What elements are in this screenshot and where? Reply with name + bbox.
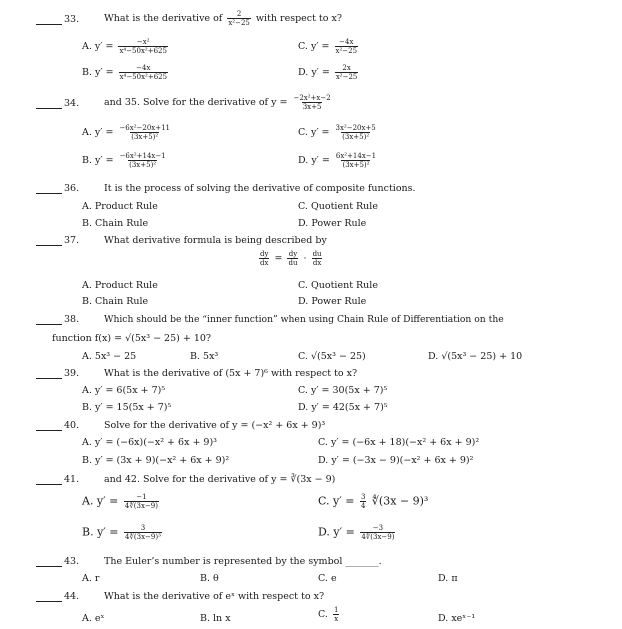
- option-a[interactable]: A. eˣ: [82, 613, 105, 624]
- fraction: [124, 493, 159, 510]
- denominator: x⁴−50x²+625: [119, 73, 168, 81]
- option-a[interactable]: [82, 124, 173, 141]
- answer-blank[interactable]: [36, 324, 62, 325]
- question-stem-continued: function f(x) = √(5x³ − 25) + 10?: [52, 333, 212, 344]
- stem-prefix: and 35. Solve for the derivative of y =: [104, 97, 288, 108]
- option-label: A. y′ =: [82, 127, 114, 138]
- fraction: [335, 64, 359, 81]
- question-stem: [104, 94, 334, 111]
- option-d[interactable]: D. √(5x³ − 25) + 10: [428, 351, 523, 362]
- fraction: [335, 152, 377, 169]
- option-d[interactable]: D. Power Rule: [298, 296, 367, 307]
- question-stem: It is the process of solving the derivative of composite functions.: [104, 183, 416, 194]
- stem-suffix: with respect to x?: [255, 13, 342, 24]
- option-a[interactable]: A. Product Rule: [82, 280, 158, 291]
- question-number: 38.: [64, 314, 80, 325]
- question-number: 41.: [64, 474, 80, 485]
- option-d[interactable]: D. π: [438, 573, 458, 584]
- question-number: 44.: [64, 591, 80, 602]
- radical-expression: ∜(3x − 9)³: [371, 494, 429, 508]
- option-b[interactable]: [82, 152, 169, 169]
- dot-operator: ·: [303, 253, 307, 264]
- answer-blank[interactable]: [36, 378, 62, 379]
- question-stem: What derivative formula is being described by: [104, 235, 327, 246]
- fraction: [335, 124, 377, 141]
- answer-blank[interactable]: [36, 108, 62, 109]
- option-label: A. y′ =: [82, 494, 119, 508]
- option-c[interactable]: [298, 38, 360, 55]
- option-label: C.: [318, 609, 328, 620]
- fraction: [360, 524, 395, 541]
- denominator: x⁴−50x²+625: [119, 47, 167, 55]
- denominator: x²−25: [335, 47, 358, 55]
- option-c[interactable]: C. √(5x³ − 25): [298, 351, 366, 362]
- option-label: B. y′ =: [82, 525, 119, 539]
- question-number: 43.: [64, 556, 80, 567]
- option-b[interactable]: [82, 64, 170, 81]
- question-stem: What is the derivative of eˣ with respect to x?: [104, 591, 325, 602]
- option-label: D. y′ =: [318, 525, 355, 539]
- denominator: 4∜(3x−9): [361, 533, 395, 541]
- stem-prefix: What is the derivative of: [104, 13, 223, 24]
- fraction: [360, 493, 366, 510]
- option-c[interactable]: C. y′ = 30(5x + 7)⁵: [298, 385, 388, 396]
- denominator: x²−25: [228, 19, 250, 27]
- numerator: −6x²+14x−1: [119, 152, 166, 160]
- option-b[interactable]: B. y′ = 15(5x + 7)⁵: [82, 402, 172, 413]
- numerator: dy: [260, 250, 269, 258]
- question-stem: Solve for the derivative of y = (−x² + 6x + 9)³: [104, 420, 326, 431]
- option-label: D. y′ =: [298, 67, 330, 78]
- fraction: [119, 64, 169, 81]
- answer-blank[interactable]: [36, 566, 62, 567]
- equals-sign: =: [274, 253, 283, 264]
- fraction: [292, 94, 331, 111]
- fraction: [124, 524, 162, 541]
- numerator: dy: [288, 250, 298, 258]
- option-d[interactable]: D. xeˣ⁻¹: [438, 613, 476, 624]
- option-b[interactable]: B. Chain Rule: [82, 218, 149, 229]
- numerator: −1: [136, 493, 147, 501]
- option-b[interactable]: B. y′ = (3x + 9)(−x² + 6x + 9)²: [82, 455, 230, 466]
- answer-blank[interactable]: [36, 193, 62, 194]
- denominator: x²−25: [335, 73, 358, 81]
- answer-blank[interactable]: [36, 601, 62, 602]
- numerator: 3: [360, 493, 366, 501]
- option-a[interactable]: [82, 38, 170, 55]
- fraction: [119, 152, 167, 169]
- option-d[interactable]: D. y′ = (−3x − 9)(−x² + 6x + 9)²: [318, 455, 474, 466]
- option-d[interactable]: [298, 152, 379, 169]
- answer-blank[interactable]: [36, 245, 62, 246]
- option-c[interactable]: [298, 124, 379, 141]
- option-c[interactable]: C. e: [318, 573, 337, 584]
- question-number: 40.: [64, 420, 80, 431]
- question-stem: The Euler’s number is represented by the symbol _______.: [104, 556, 382, 567]
- option-d[interactable]: [298, 64, 360, 81]
- option-b[interactable]: B. 5x³: [190, 351, 219, 362]
- question-stem: Which should be the “inner function” when using Chain Rule of Differentiation on the: [104, 314, 504, 325]
- question-number: 33.: [64, 14, 80, 25]
- denominator: dx: [260, 259, 269, 267]
- fraction: [259, 250, 269, 267]
- question-stem: [104, 10, 342, 27]
- option-d[interactable]: [318, 524, 397, 541]
- question-number: 37.: [64, 235, 80, 246]
- option-d[interactable]: D. Power Rule: [298, 218, 367, 229]
- numerator: 6x²+14x−1: [335, 152, 377, 160]
- question-stem: and 42. Solve for the derivative of y = ∛(3x − 9): [104, 474, 336, 485]
- chain-rule-formula: [257, 250, 325, 267]
- answer-blank[interactable]: [36, 484, 62, 485]
- option-c[interactable]: [318, 493, 428, 510]
- denominator: (3x+5)²: [129, 161, 157, 169]
- option-label: C. y′ =: [298, 127, 330, 138]
- fraction: [287, 250, 298, 267]
- denominator: du: [288, 259, 298, 267]
- denominator: 4: [360, 502, 366, 510]
- denominator: (3x+5)²: [342, 161, 370, 169]
- numerator: 2x: [342, 64, 351, 72]
- option-c[interactable]: C. Quotient Rule: [298, 280, 378, 291]
- numerator: 2: [236, 10, 242, 18]
- fraction: [118, 38, 168, 55]
- option-c[interactable]: C. y′ = (−6x + 18)(−x² + 6x + 9)²: [318, 437, 480, 448]
- option-a[interactable]: [82, 493, 161, 510]
- denominator: x: [334, 615, 339, 623]
- denominator: (3x+5)²: [342, 133, 370, 141]
- fraction: [335, 38, 359, 55]
- numerator: 1: [333, 606, 339, 614]
- option-a[interactable]: A. 5x³ − 25: [82, 351, 137, 362]
- option-label: B. y′ =: [82, 67, 114, 78]
- denominator: (3x+5)²: [131, 133, 159, 141]
- numerator: −2x²+x−2: [293, 94, 331, 102]
- question-number: 34.: [64, 98, 80, 109]
- option-b[interactable]: B. ln x: [200, 613, 231, 624]
- denominator: 3x+5: [302, 103, 322, 111]
- fraction: [312, 250, 323, 267]
- numerator: −6x²−20x+11: [119, 124, 171, 132]
- numerator: 3x²−20x+5: [335, 124, 376, 132]
- numerator: −3: [372, 524, 384, 532]
- option-label: C. y′ =: [298, 41, 330, 52]
- option-b[interactable]: B. θ: [200, 573, 219, 584]
- option-label: A. y′ =: [82, 41, 114, 52]
- option-a[interactable]: A. y′ = 6(5x + 7)⁵: [82, 385, 166, 396]
- option-b[interactable]: B. Chain Rule: [82, 296, 149, 307]
- answer-blank[interactable]: [36, 430, 62, 431]
- answer-blank[interactable]: [36, 24, 62, 25]
- option-c[interactable]: C. Quotient Rule: [298, 201, 378, 212]
- question-number: 39.: [64, 368, 80, 379]
- option-a[interactable]: A. y′ = (−6x)(−x² + 6x + 9)³: [82, 437, 217, 448]
- question-stem: What is the derivative of (5x + 7)⁶ with respect to x?: [104, 368, 358, 379]
- numerator: −4x: [339, 38, 354, 46]
- denominator: 4∜(3x−9): [124, 502, 158, 510]
- option-a[interactable]: A. Product Rule: [82, 201, 158, 212]
- fraction: [118, 124, 171, 141]
- option-label: D. y′ =: [298, 155, 330, 166]
- question-number: 36.: [64, 183, 80, 194]
- fraction: [227, 10, 251, 27]
- fraction: [333, 606, 339, 623]
- option-label: B. y′ =: [82, 155, 114, 166]
- numerator: du: [312, 250, 322, 258]
- option-d[interactable]: D. y′ = 42(5x + 7)⁵: [298, 402, 388, 413]
- option-a[interactable]: A. r: [82, 573, 100, 584]
- option-b[interactable]: [82, 524, 164, 541]
- denominator: dx: [312, 259, 322, 267]
- numerator: −4x: [136, 64, 151, 72]
- option-label: C. y′ =: [318, 494, 355, 508]
- option-c[interactable]: [318, 606, 341, 623]
- numerator: −x²: [136, 38, 150, 46]
- numerator: 3: [140, 524, 146, 532]
- denominator: 4∜(3x−9)³: [125, 533, 161, 541]
